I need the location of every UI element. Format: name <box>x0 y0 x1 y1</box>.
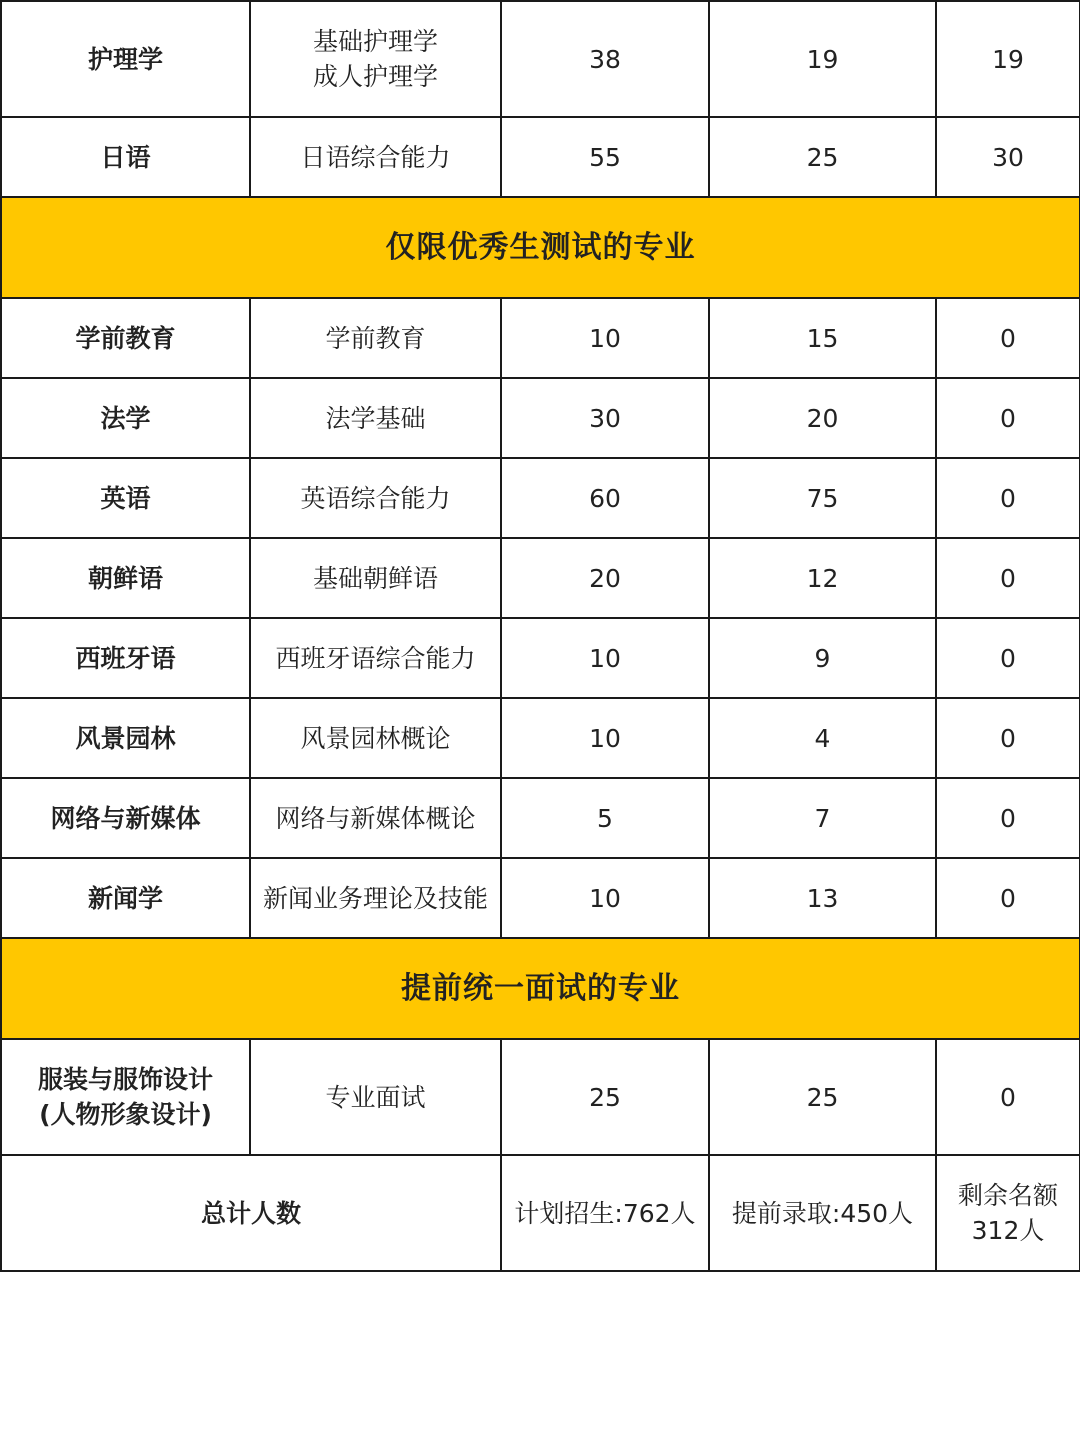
subject-cell-line: 新闻业务理论及技能 <box>262 883 488 913</box>
admitted-count-cell: 9 <box>709 618 936 698</box>
remaining-count-cell: 0 <box>936 378 1080 458</box>
subject-cell-line: 风景园林概论 <box>300 723 451 753</box>
subject-cell-line: 基础朝鲜语 <box>312 563 438 593</box>
remaining-count-cell: 30 <box>936 117 1080 197</box>
remaining-count-cell: 0 <box>936 1039 1080 1155</box>
table-row <box>1 1039 1080 1155</box>
admitted-count-cell: 19 <box>709 1 936 117</box>
table-row <box>1 858 1080 938</box>
subject-cell <box>250 298 501 378</box>
major-cell <box>1 778 250 858</box>
subject-cell <box>250 378 501 458</box>
major-cell-line: 服装与服饰设计 <box>37 1065 213 1094</box>
table-row <box>1 618 1080 698</box>
subject-cell-line: 网络与新媒体概论 <box>275 803 476 833</box>
table-row <box>1 1 1080 117</box>
remaining-count-cell: 0 <box>936 538 1080 618</box>
remaining-count-cell: 19 <box>936 1 1080 117</box>
subject-cell <box>250 458 501 538</box>
plan-count-cell: 10 <box>501 298 709 378</box>
admitted-count-cell: 25 <box>709 117 936 197</box>
major-cell-line: 英语 <box>100 483 151 513</box>
total-plan-cell: 计划招生:762人 <box>501 1155 709 1271</box>
total-label: 总计人数 <box>1 1155 501 1271</box>
total-row <box>1 1155 1080 1271</box>
section-title: 仅限优秀生测试的专业 <box>1 197 1080 298</box>
plan-count-cell: 55 <box>501 117 709 197</box>
subject-cell-line: 成人护理学 <box>312 62 438 91</box>
admitted-count-cell: 15 <box>709 298 936 378</box>
subject-cell <box>250 1039 501 1155</box>
total-remaining-cell-line: 312人 <box>971 1216 1045 1245</box>
plan-count-cell: 25 <box>501 1039 709 1155</box>
table-row <box>1 778 1080 858</box>
subject-cell-line: 专业面试 <box>325 1082 426 1112</box>
major-cell <box>1 378 250 458</box>
major-cell <box>1 698 250 778</box>
major-cell-line: 新闻学 <box>87 883 163 913</box>
plan-count-cell: 10 <box>501 618 709 698</box>
major-cell-line: 学前教育 <box>75 323 176 353</box>
section-title: 提前统一面试的专业 <box>1 938 1080 1039</box>
admitted-count-cell: 75 <box>709 458 936 538</box>
major-cell-line: 日语 <box>100 142 151 172</box>
admitted-count-cell: 4 <box>709 698 936 778</box>
table-row <box>1 117 1080 197</box>
total-remaining-cell-line: 剩余名额 <box>957 1181 1058 1210</box>
remaining-count-cell: 0 <box>936 858 1080 938</box>
plan-count-cell: 38 <box>501 1 709 117</box>
subject-cell <box>250 858 501 938</box>
plan-count-cell: 10 <box>501 858 709 938</box>
table-row <box>1 298 1080 378</box>
subject-cell <box>250 117 501 197</box>
remaining-count-cell: 0 <box>936 778 1080 858</box>
major-cell-line: 网络与新媒体 <box>50 803 201 833</box>
table-row <box>1 378 1080 458</box>
subject-cell-line: 基础护理学 <box>312 27 438 56</box>
admitted-count-cell: 7 <box>709 778 936 858</box>
admitted-count-cell: 13 <box>709 858 936 938</box>
subject-cell <box>250 538 501 618</box>
remaining-count-cell: 0 <box>936 458 1080 538</box>
table-row <box>1 698 1080 778</box>
section-header-row <box>1 197 1080 298</box>
subject-cell-line: 日语综合能力 <box>300 142 451 172</box>
plan-count-cell: 60 <box>501 458 709 538</box>
subject-cell-line: 法学基础 <box>325 403 426 433</box>
major-cell-line: 护理学 <box>87 44 163 74</box>
major-cell-line: 风景园林 <box>75 723 176 753</box>
subject-cell <box>250 1 501 117</box>
remaining-count-cell: 0 <box>936 698 1080 778</box>
major-cell-line: 朝鲜语 <box>87 563 163 593</box>
remaining-count-cell: 0 <box>936 298 1080 378</box>
subject-cell <box>250 618 501 698</box>
major-cell <box>1 618 250 698</box>
major-cell-line: (人物形象设计) <box>39 1100 212 1129</box>
plan-count-cell: 20 <box>501 538 709 618</box>
admitted-count-cell: 25 <box>709 1039 936 1155</box>
plan-count-cell: 10 <box>501 698 709 778</box>
major-cell <box>1 298 250 378</box>
admitted-count-cell: 20 <box>709 378 936 458</box>
major-cell <box>1 858 250 938</box>
table-row <box>1 458 1080 538</box>
total-remaining-cell <box>936 1155 1080 1271</box>
major-cell-line: 法学 <box>100 403 151 433</box>
subject-cell <box>250 778 501 858</box>
major-cell-line: 西班牙语 <box>75 643 176 673</box>
major-cell <box>1 458 250 538</box>
subject-cell <box>250 698 501 778</box>
plan-count-cell: 5 <box>501 778 709 858</box>
section-header-row <box>1 938 1080 1039</box>
table-row <box>1 538 1080 618</box>
admitted-count-cell: 12 <box>709 538 936 618</box>
subject-cell-line: 英语综合能力 <box>300 483 451 513</box>
remaining-count-cell: 0 <box>936 618 1080 698</box>
major-cell <box>1 1 250 117</box>
total-admitted-cell: 提前录取:450人 <box>709 1155 936 1271</box>
subject-cell-line: 学前教育 <box>325 323 426 353</box>
major-cell <box>1 1039 250 1155</box>
major-cell <box>1 538 250 618</box>
subject-cell-line: 西班牙语综合能力 <box>275 643 476 673</box>
plan-count-cell: 30 <box>501 378 709 458</box>
major-cell <box>1 117 250 197</box>
